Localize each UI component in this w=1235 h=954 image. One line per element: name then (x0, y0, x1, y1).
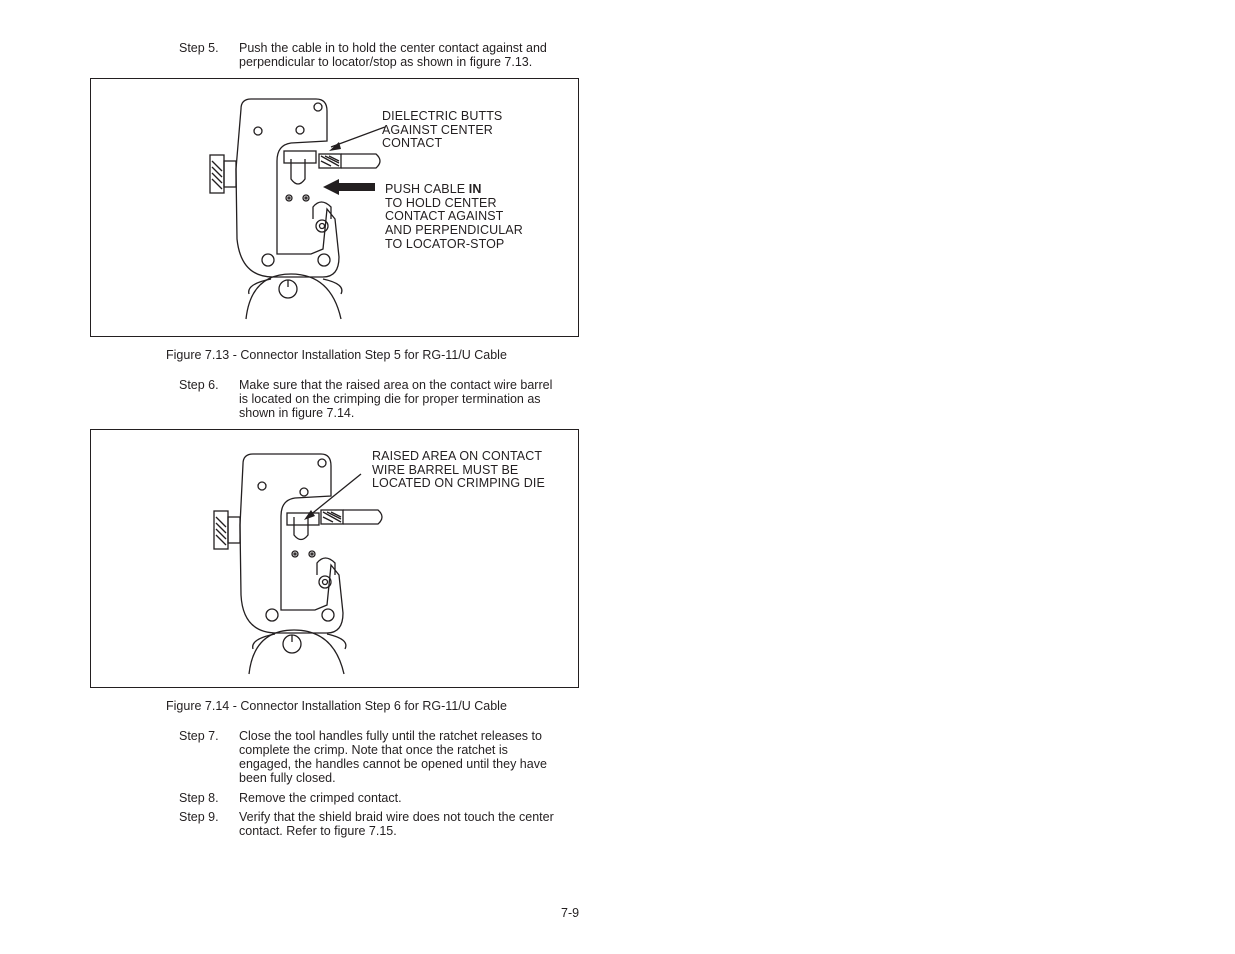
step-5 (179, 41, 579, 69)
callout-push-prefix: PUSH CABLE (385, 182, 469, 196)
callout-dielectric-butts: DIELECTRIC BUTTS AGAINST CENTER CONTACT (382, 109, 503, 151)
figure-7-13-caption: Figure 7.13 - Connector Installation Step 5 for RG-11/U Cable (166, 348, 507, 362)
figure-7-14-caption: Figure 7.14 - Connector Installation Step 6 for RG-11/U Cable (166, 699, 507, 713)
page-number: 7-9 (561, 906, 580, 920)
step-number: Step 5. (179, 41, 219, 55)
step-number: Step 9. (179, 810, 219, 824)
step-number: Step 6. (179, 378, 219, 392)
callout-raised-area: RAISED AREA ON CONTACT WIRE BARREL MUST BE LOCATED ON CRIMPING DIE (372, 449, 545, 491)
step-6 (179, 378, 579, 420)
step-number: Step 7. (179, 729, 219, 743)
figure-7-13 (90, 78, 579, 337)
step-9 (179, 810, 579, 838)
step-text: Remove the crimped contact. (239, 791, 402, 805)
step-text: Close the tool handles fully until the ratchet releases to complete the crimp. Note that once the ratchet is engaged, the handles cannot be opened until they have been fully closed. (239, 729, 547, 785)
step-8 (179, 791, 579, 805)
callout-push-bold: IN (468, 182, 482, 196)
step-number: Step 8. (179, 791, 219, 805)
step-7 (179, 729, 579, 785)
step-text: Make sure that the raised area on the contact wire barrel is located on the crimping die for proper termination as shown in figure 7.14. (239, 378, 553, 420)
figure-7-14 (90, 429, 579, 688)
step-text: Push the cable in to hold the center contact against and perpendicular to locator/stop as shown in figure 7.13. (239, 41, 547, 69)
callout-push-cable (385, 183, 523, 252)
callout-push-rest: TO HOLD CENTER CONTACT AGAINST AND PERPENDICULAR TO LOCATOR-STOP (385, 195, 523, 251)
step-text: Verify that the shield braid wire does not touch the center contact. Refer to figure 7.15. (239, 810, 554, 838)
